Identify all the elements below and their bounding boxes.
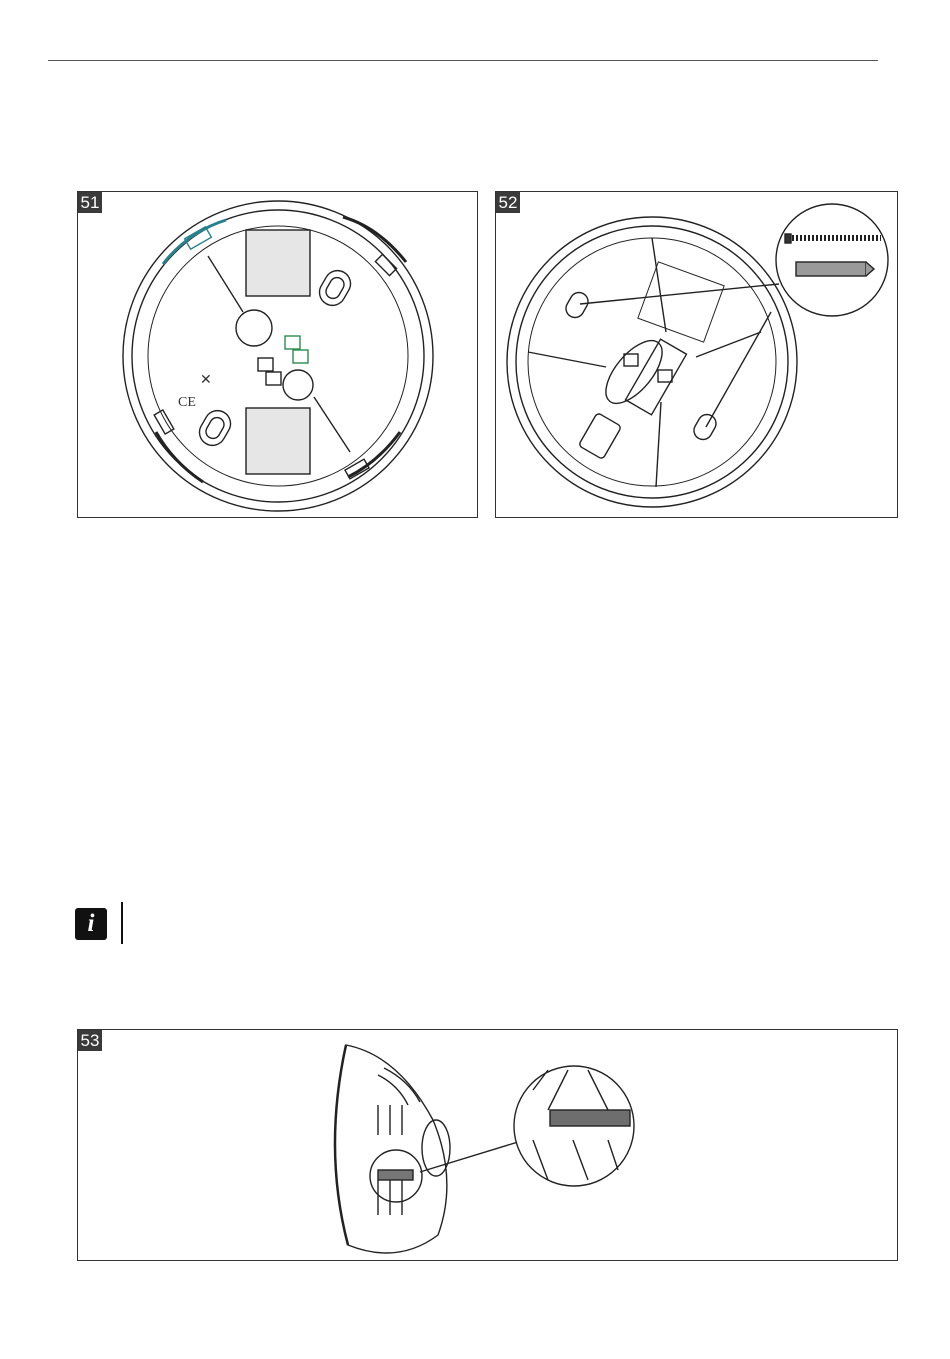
svg-text:CE: CE <box>178 395 196 410</box>
figure-52 <box>495 191 898 518</box>
figure-51 <box>77 191 478 518</box>
figure-53 <box>77 1029 898 1261</box>
figure-number: 53 <box>78 1030 102 1051</box>
figure-number: 52 <box>496 192 520 213</box>
figure-number: 51 <box>78 192 102 213</box>
note-marker-bar <box>121 902 123 944</box>
detector-side-illustration <box>78 1030 897 1260</box>
mounting-illustration <box>496 192 897 517</box>
detector-base-illustration <box>78 192 477 517</box>
header-rule <box>48 60 878 61</box>
svg-text:✕: ✕ <box>200 371 212 387</box>
info-icon: i <box>75 908 107 940</box>
